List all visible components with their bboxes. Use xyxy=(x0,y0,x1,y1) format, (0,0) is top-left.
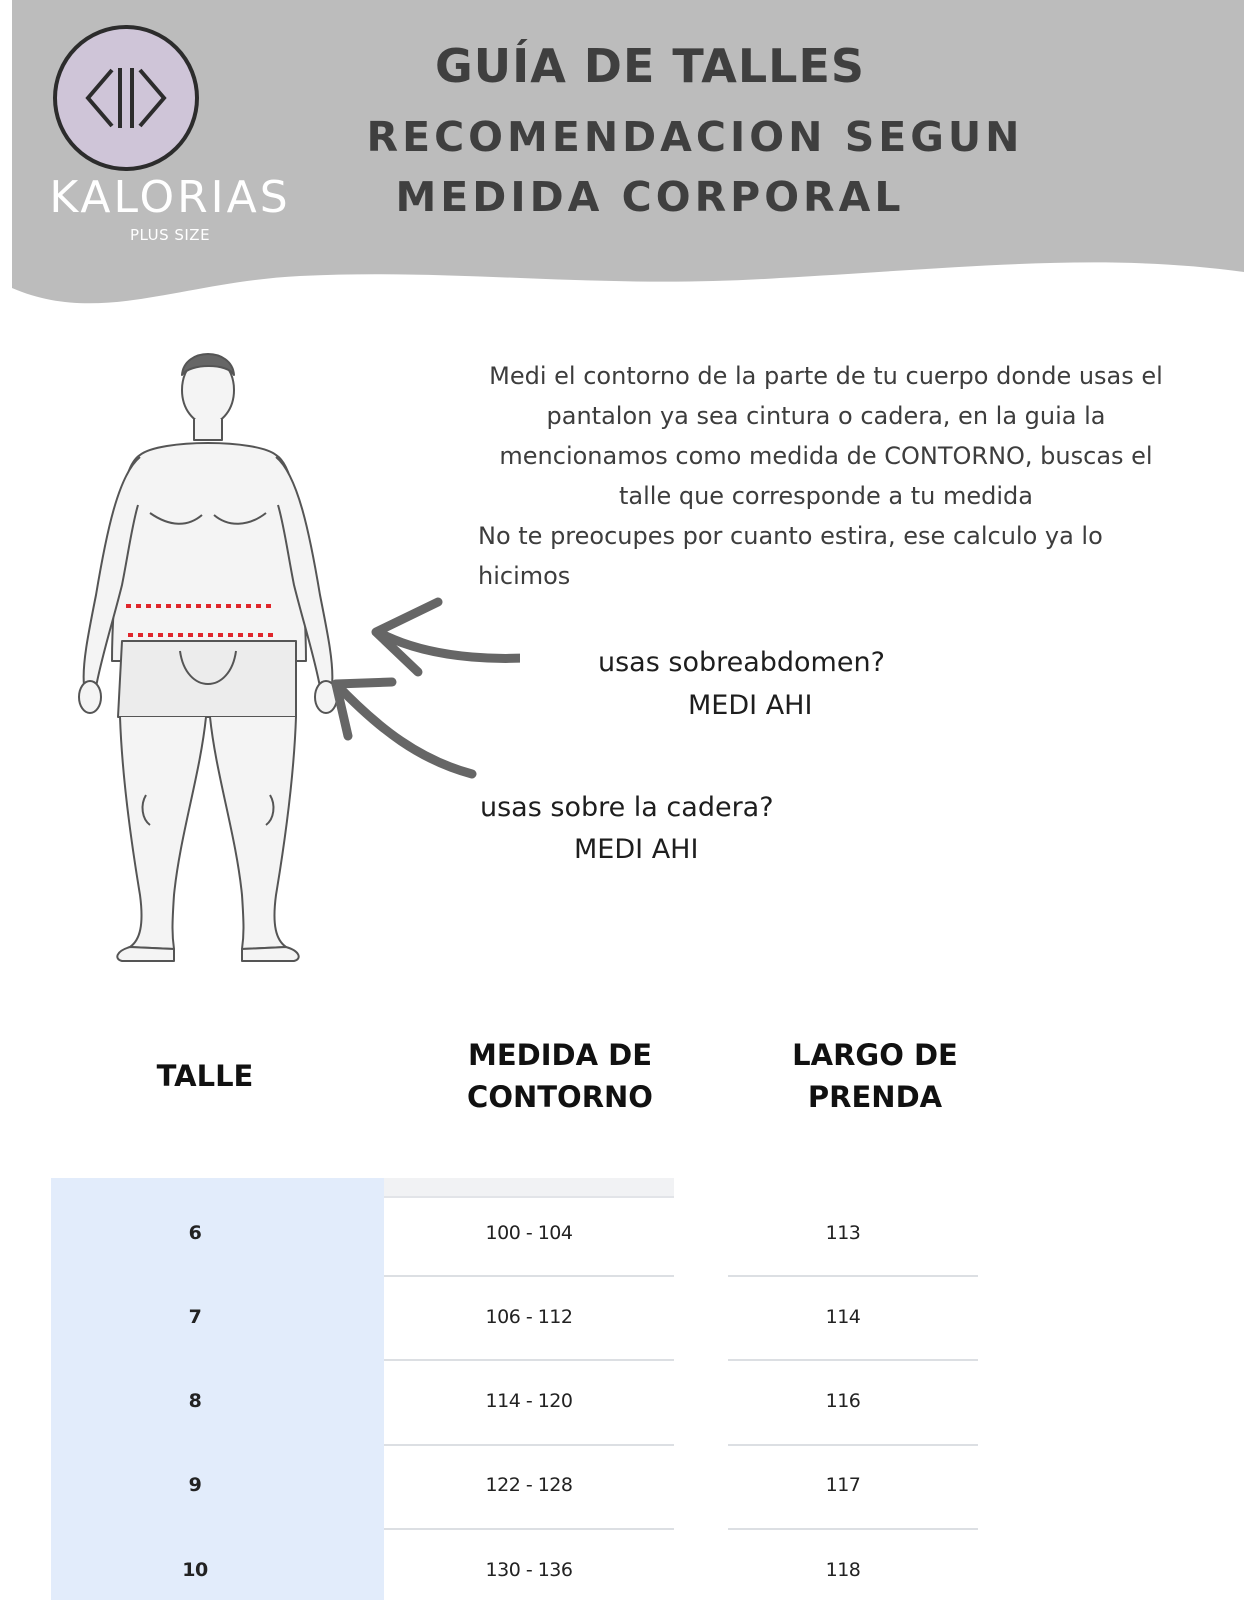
table-cell-contorno: 106 - 112 xyxy=(485,1306,573,1328)
table-cell-largo: 114 xyxy=(825,1306,861,1328)
row-divider xyxy=(384,1359,674,1361)
table-cell-largo: 113 xyxy=(825,1222,861,1244)
row-divider xyxy=(728,1275,978,1277)
callout-abdomen-question: usas sobreabdomen? xyxy=(598,647,885,678)
row-divider xyxy=(384,1528,674,1530)
row-divider xyxy=(384,1444,674,1446)
page-subtitle-line2: MEDIDA CORPORAL xyxy=(395,173,905,221)
table-cell-largo: 117 xyxy=(825,1474,861,1496)
table-cell-talle: 10 xyxy=(182,1559,208,1581)
table-cell-contorno: 122 - 128 xyxy=(485,1474,573,1496)
table-header-contorno-line1: MEDIDA DE xyxy=(467,1038,653,1072)
contorno-column-top-bar xyxy=(384,1178,674,1198)
table-cell-talle: 6 xyxy=(188,1222,202,1244)
table-cell-largo: 118 xyxy=(825,1559,861,1581)
table-cell-largo: 116 xyxy=(825,1390,861,1412)
instructions-paragraph-1: Medi el contorno de la parte de tu cuerpo donde usas el pantalon ya sea cintura o cadera, en la guia la mencionamos como medida de CONTORNO, buscas el talle que corresponde a tu medida xyxy=(489,362,1163,510)
row-divider xyxy=(728,1359,978,1361)
table-header-largo-line2: PRENDA xyxy=(807,1080,943,1114)
table-cell-talle: 8 xyxy=(188,1390,202,1412)
table-header-largo-line1: LARGO DE xyxy=(792,1038,958,1072)
table-cell-talle: 9 xyxy=(188,1474,202,1496)
callout-hip-question: usas sobre la cadera? xyxy=(480,792,774,823)
brand-logo xyxy=(52,24,200,172)
body-figure-illustration xyxy=(60,335,360,985)
callout-abdomen-answer: MEDI AHI xyxy=(688,690,813,721)
instructions-text xyxy=(478,356,1174,596)
table-cell-contorno: 130 - 136 xyxy=(485,1559,573,1581)
table-header-largo xyxy=(725,1034,1025,1118)
table-header-contorno xyxy=(410,1034,710,1118)
table-cell-contorno: 114 - 120 xyxy=(485,1390,573,1412)
table-cell-talle: 7 xyxy=(188,1306,202,1328)
brand-name: KALORIAS xyxy=(49,172,291,223)
instructions-paragraph-2: No te preocupes por cuanto estira, ese calculo ya lo hicimos xyxy=(478,522,1103,590)
page-subtitle-line1: RECOMENDACION SEGUN xyxy=(366,113,1024,161)
callout-hip-answer: MEDI AHI xyxy=(574,834,699,865)
row-divider xyxy=(728,1528,978,1530)
pointing-arrows xyxy=(320,590,520,800)
row-divider xyxy=(384,1275,674,1277)
brand-tagline: PLUS SIZE xyxy=(129,226,211,244)
table-header-contorno-line2: CONTORNO xyxy=(467,1080,653,1114)
table-cell-contorno: 100 - 104 xyxy=(485,1222,573,1244)
row-divider xyxy=(728,1444,978,1446)
page-title: GUÍA DE TALLES xyxy=(434,39,866,93)
table-header-talle: TALLE xyxy=(156,1059,254,1093)
